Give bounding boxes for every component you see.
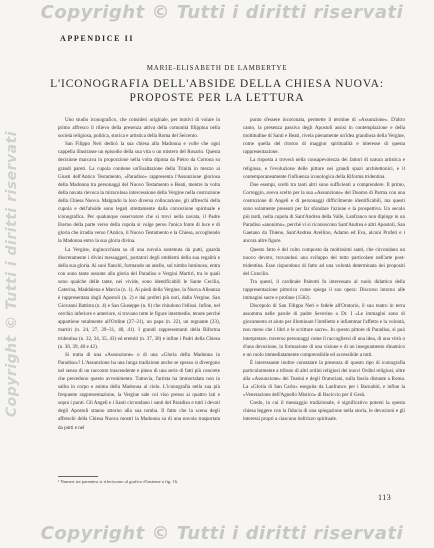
paragraph: punto d'essere incoronata, permette il termine di «Assunzione». D'altro canto, la presenza passiva degli Apostoli assisi in contemplazione e della moltitudine di Santi e Beati, rivela pienamente un'idea grandiosa della Vergine, come quella del ritorno di maggior spiritualità e interesse di questa rappresentazione. <box>243 117 405 156</box>
copyright-watermark: Copyright © Tutti i diritti riservati <box>40 2 404 23</box>
footnote-divider <box>58 476 98 477</box>
paragraph: Discepolo di San Filippo Neri e fedele all'Oratorio, il suo teatro in terra assomma nelle parole di padre Severino o Dr. I «Le immagini sono di giovamento et aiuto per illuminare l'intelletto e infiammar l'affetto e la volontà, non meno che i libri e le scritture sacre». In questo pittore di Paradiso, si può interpretare, traverso personaggi come il raccogliersi di una idea, di una virtù o d'una devozione, la formazione di una visione e di un insegnamento dinamico e un ruolo immediatamente comprensibile ed accessibile a tutti. <box>243 303 405 358</box>
article-title-line-2: PROPOSTE PER LA LETTURA <box>129 92 305 104</box>
paragraph: Si tratta di una «Assunzione» o di una «Gloria della Madonna in Paradiso»? L'Assunzione ha una lunga tradizione anche se spesso si divergono nel senso di un racconto trascendente e pieno di una serie di fatti più concrete che precedono questo avvenimento. Tuttavia, l'artista ha immortalato non in salita in corpo e anima della Madonna al cielo. L'iconografia nella sua più frequente rappresentazione, la Vergine sale col viso presso ai quattro lati e sopra i punti. Gli Angeli e i Santi circondano i santi del Paradiso e tutti i devoti degli Apostoli stanno attorno alla sua tomba. Il fatto che la scena degli affreschi della Chiesa Nuova mostri la Madonna su di una nuvola trasportata da putti e nel <box>58 351 220 431</box>
footnote: ¹ Numeri tra parentesi si riferiscono al grafico d'insieme a fig. 16. <box>58 479 179 484</box>
paragraph: È interessante inoltre constatare la presenza di questo tipo di iconografia particolarmente a tributo di altri ordini religiosi dei nuovi Ordini religiosi, oltre alla «Assunzione» dei Teatini e degli Oratoriani, sulla fascia distante a Roma. La «Gloria di San Carlo» eseguita da Lanfranco per i Barnabiti, e infine la «Venerazione dell'Agnello Mistico» di Baciccio per il Gesù. <box>243 359 405 399</box>
paragraph: Uno studio iconografico, che consideri originale, per motivi di volare in primo affresco il rilievo della presenza attiva della comunità filippina nella società religiosa, politica, storica e artistica della Roma del Seicento. <box>58 117 220 140</box>
text-column-right <box>243 116 405 471</box>
copyright-watermark: Copyright © Tutti i diritti riservati <box>40 523 404 544</box>
paragraph: Questo fatto è del culto composto da moltissimi santi, che circondano un nuovo devoto, trovandosi una sviluppo del tutto particolare nell'arte post-tridentina. Esse rispondono di fatto ad una volontà determinata dei propositi del Concilio. <box>243 246 405 277</box>
paragraph: La risposta a troverà nella consapevolezza dei fattori di natura artistica e religiosa, e l'evoluzione delle pitture nei grandi spazi architettonici, e il contemporaneamente l'influenza iconologica della Riforma tridentina. <box>243 157 405 180</box>
page-number: 113 <box>378 493 392 502</box>
appendix-heading: APPENDICE II <box>60 34 135 43</box>
paragraph: San Filippo Neri dedicò la sua chiesa alla Madonna e volle che ogni cappella illustrasse un episodio della sua vita o un mistero del Rosario. Questa decisione marcava in proporzione nella volta dipinta da Pietro da Cortona su grandi pareti. La cupola contiene un'Esaltazione della Trinità in mezzo ai Giusti dell'Antico Testamento, «Paradiso» rappresenta l'Assunzione gloriosa della Madonna tra personaggi del Nuovo Testamento e Beati, mentre la volta della navata rievoca la miracolosa intercessione della Vergine nella costruzione della Chiesa Nuova. Malgrado la loro diversa collocazione, gli affreschi della cupola e dell'abside sono legati strettamente dalla concezione spirituale e iconografica. Per qualunque osservatore che si trovi nella navata, il Padre Eterno della parte verso della cupola si volge perso l'unica fonte di luce e di gloria che irradia verso l'Antico, il Nuovo Testamento e la Chiesa, accogliendo la Madonna entro la sua gloria divina. <box>58 141 220 245</box>
text-column-left <box>58 116 220 471</box>
paragraph: Credo, in cui il messaggio tradizionale, è significativo potersi la questa chiesa leggere con la fiducia di una spiegazione nella storia, le devozioni e gli interessi propri a ciascuno indirizzo spirituale. <box>243 400 405 423</box>
paragraph: Due esempi, scelti tra tanti altri sono sufficienti a comprendere. Il primo, Correggio, aveva scelto per la sua «Assunzione» del Duomo di Parma con una costruzione di Angeli e di personaggi difficilmente identificabili, ma questi sono solamente presenti per far sfondare l'azione e la prospettiva. Un secolo più tardi, nella cupola di Sant'Andrea della Valle, Lanfranco non dipinge in un Paradiso «anonimo», perché vi si riconoscono Sant'Andrea e altri Apostoli, San Gaetano da Thiene, Sant'Andrea Avellino, Adamo ed Eva, alcuni Profeti e i ancora altre figure. <box>243 181 405 245</box>
article-title-line-1: L'ICONOGRAFIA DELL'ABSIDE DELLA CHIESA NUOVA: <box>50 78 384 90</box>
paragraph: La Vergine, inginocchiata su di una nuvola sostenuta da putti, guarda discretamente i divini messaggeri, portatori degli emblemi della sua regalità e della sua gloria. Ai suoi fianchi, formando un anello, sul nimbo luminoso, entra con sono tante assunte alla gloria del Paradiso e Vergini Martiri, tra le quali sono qualche delle tante, nei vivide, sono identificabili le Sante Cecilia, Caterina, Maddalena e Marcia (n. 1). Ai piedi della Vergine, la Nuova Alleanza è rappresentata dagli Apostoli (n. 2) e dai profeti più noti, dalla Vergine, San Giovanni Battista (n. 4) e San Giuseppe (n. 6) che chiudono l'ellissi. Infine, nel cerchio inferiore e anteriore, si trovano tutte le figure intermedie, tenute perché appartiene totalmente all'Ordine (27–21), un papa (n. 22), un regnante (23), martiri (n. 24, 27, 29–31, 40, 41). I grandi rappresentanti della Riforma tridentina (n. 32, 34, 35, 43) ed eremiti (n. 37, 38) e infine i Padri della Chiesa (n. 36, 39, 40 e 42). <box>58 246 220 350</box>
paragraph: Tra questi, il cardinale Paleotti fu interessato al ruolo didattico della rappresentazione pittorica come spiega il suo opera: Discorso intorno alle immagini sacre e profane (1582). <box>243 278 405 302</box>
copyright-watermark-vertical: Copyright © Tutti i diritti riservati <box>4 130 20 418</box>
author-name: MARIE-ELISABETH DE LAMBERTYE <box>146 64 288 72</box>
